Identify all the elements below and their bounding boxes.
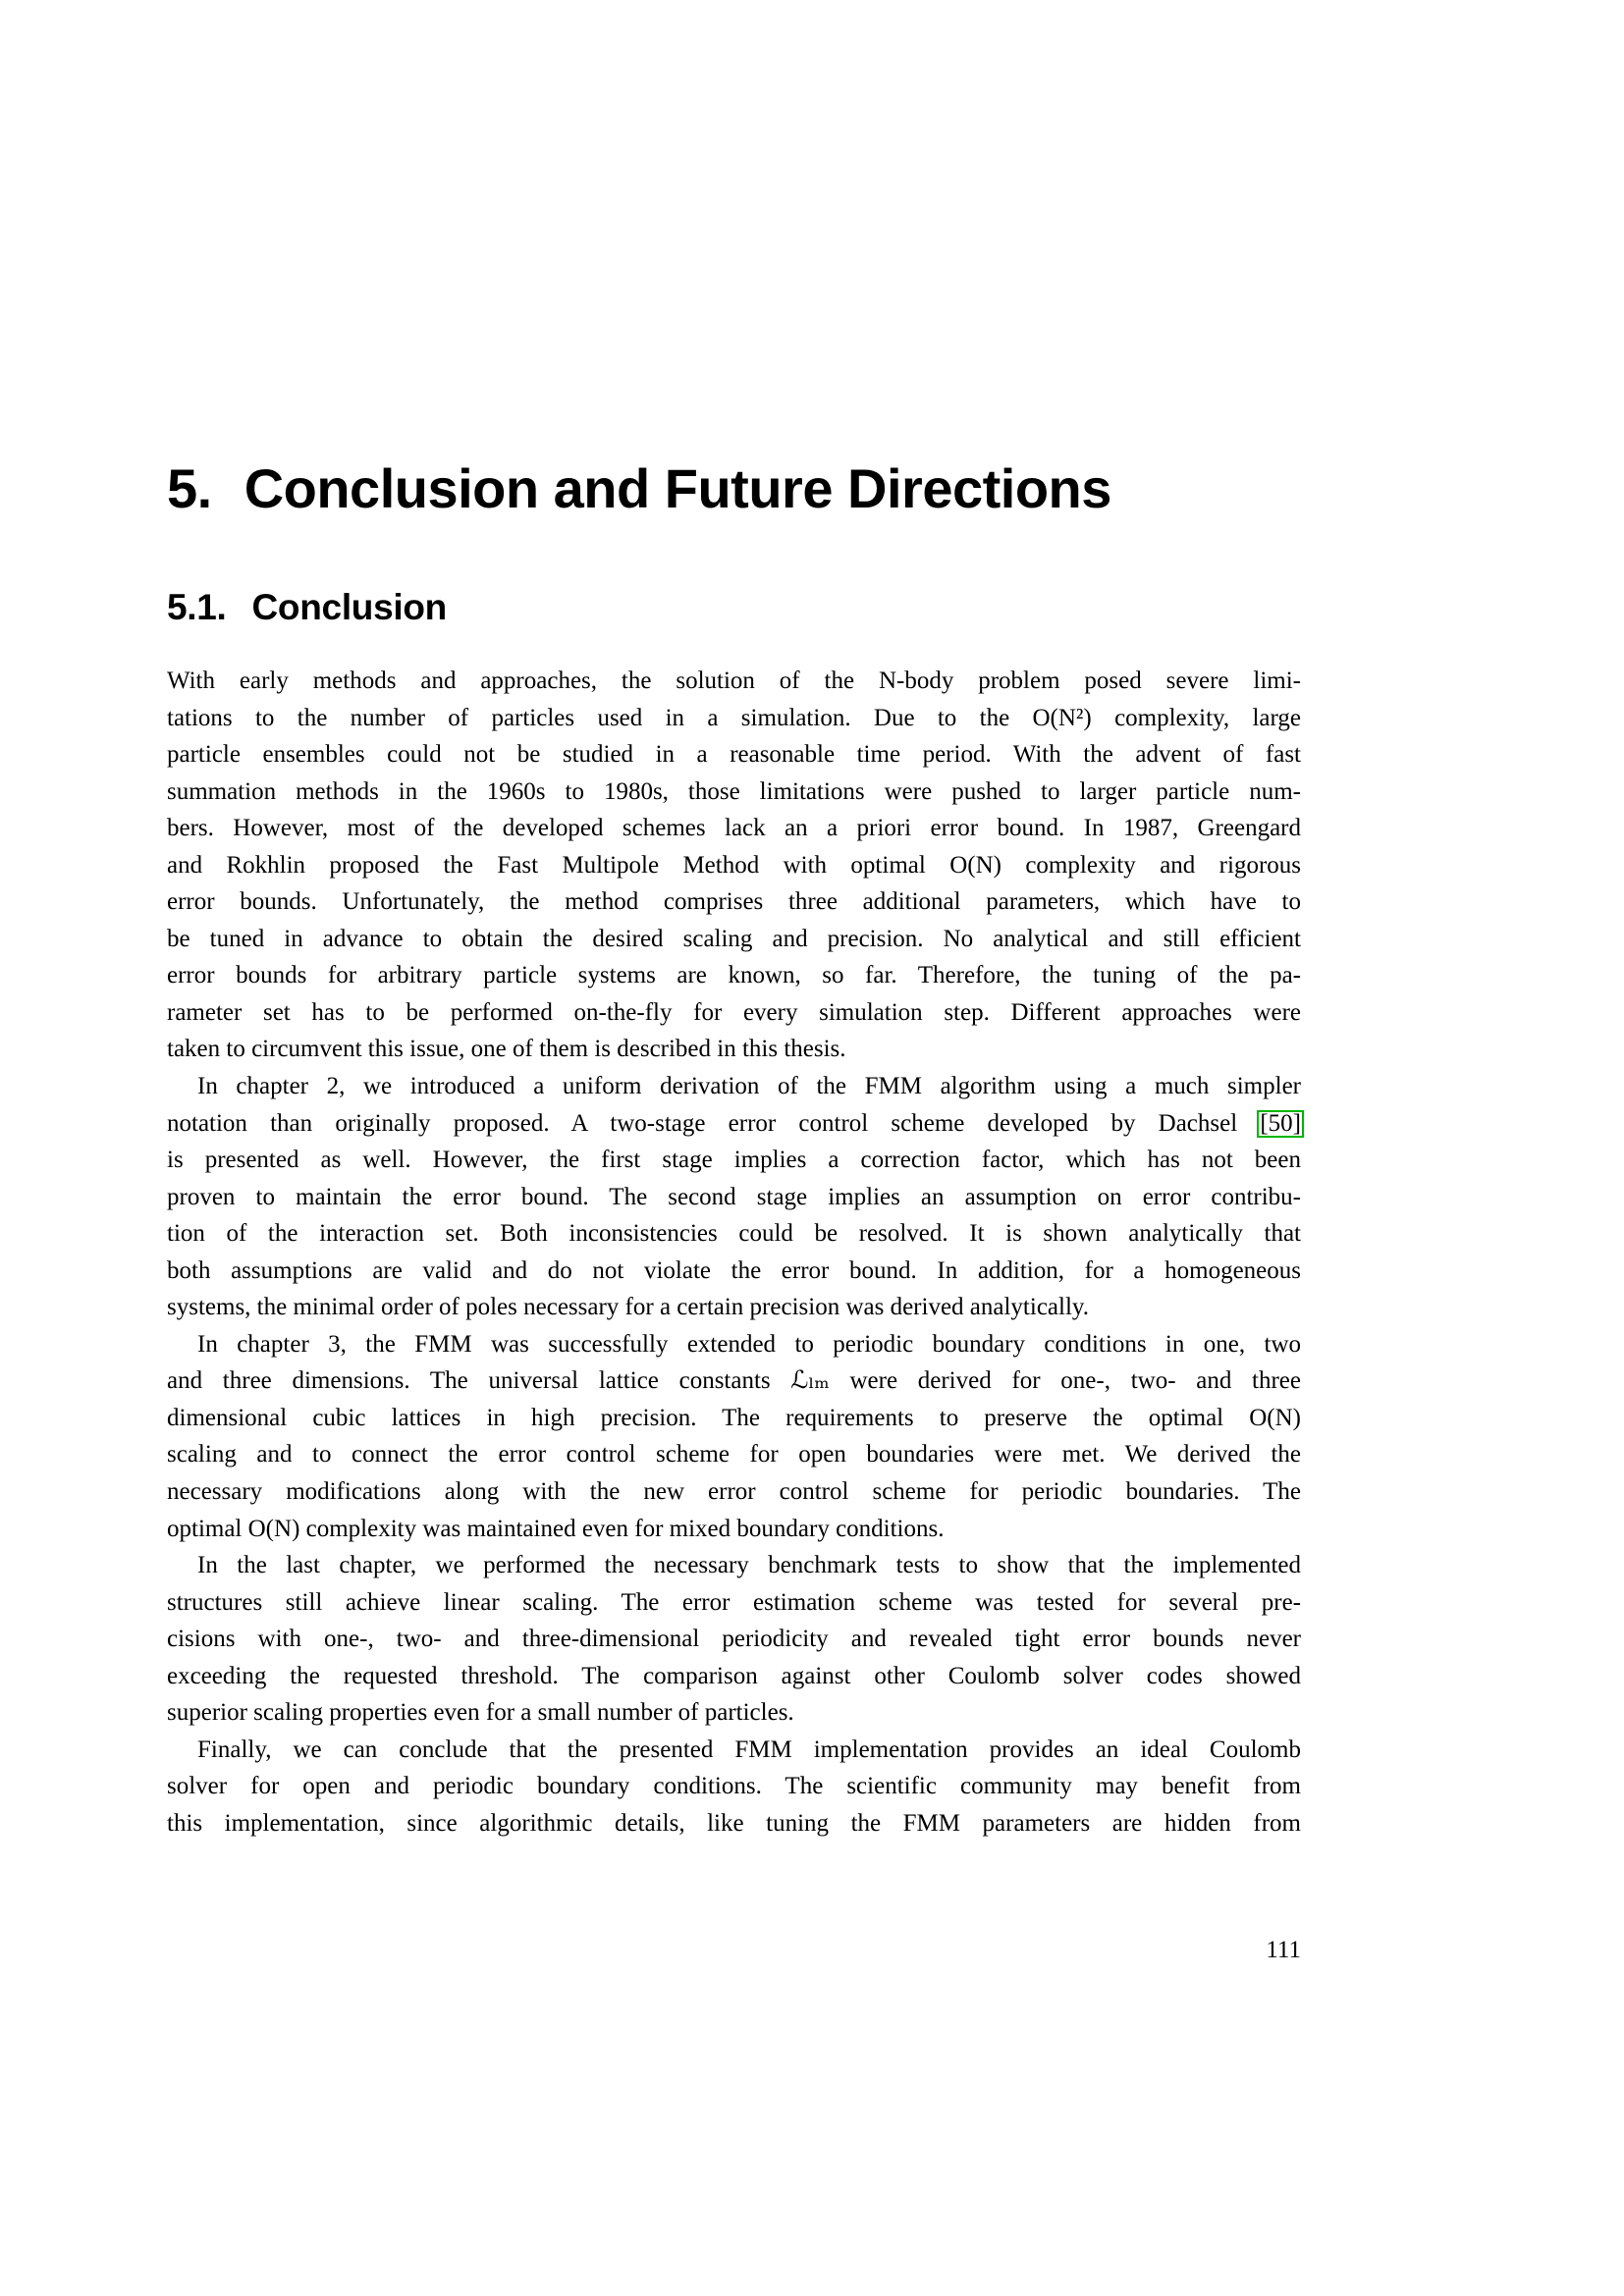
text-line: particle ensembles could not be studied in a reasonable time period. With the advent of fast: [167, 741, 1301, 769]
text-line: this implementation, since algorithmic details, like tuning the FMM parameters are hidden from: [167, 1809, 1301, 1837]
text-line: superior scaling properties even for a small number of particles.: [167, 1699, 794, 1727]
text-line: scaling and to connect the error control scheme for open boundaries were met. We derived the: [167, 1441, 1301, 1468]
text-line: In the last chapter, we performed the necessary benchmark tests to show that the implemented: [197, 1552, 1301, 1579]
text-line: systems, the minimal order of poles necessary for a certain precision was derived analytically.: [167, 1294, 1090, 1321]
body-text: [167, 663, 1301, 1842]
text-line: both assumptions are valid and do not violate the error bound. In addition, for a homogeneous: [167, 1256, 1301, 1284]
chapter-heading: [167, 457, 1443, 519]
text-line: rameter set has to be performed on-the-fly for every simulation step. Different approaches were: [167, 998, 1301, 1026]
section-title: Conclusion: [251, 587, 447, 627]
text-line: With early methods and approaches, the solution of the N-body problem posed severe limi-: [167, 667, 1301, 694]
text-line: dimensional cubic lattices in high precision. The requirements to preserve the optimal O(N): [167, 1404, 1301, 1431]
text-line: proven to maintain the error bound. The second stage implies an assumption on error contribu-: [167, 1183, 1301, 1210]
text-line: is presented as well. However, the first stage implies a correction factor, which has not been: [167, 1147, 1301, 1174]
section-heading: [167, 589, 1345, 626]
text-line: error bounds for arbitrary particle systems are known, so far. Therefore, the tuning of the pa-: [167, 962, 1301, 989]
text-line: exceeding the requested threshold. The comparison against other Coulomb solver codes showed: [167, 1662, 1301, 1689]
text-line: error bounds. Unfortunately, the method comprises three additional parameters, which have to: [167, 888, 1301, 916]
text-line: necessary modifications along with the new error control scheme for periodic boundaries. The: [167, 1478, 1301, 1506]
text-line: solver for open and periodic boundary conditions. The scientific community may benefit from: [167, 1773, 1301, 1800]
text-line: and Rokhlin proposed the Fast Multipole Method with optimal O(N) complexity and rigorous: [167, 851, 1301, 879]
text-line: cisions with one-, two- and three-dimensional periodicity and revealed tight error bounds never: [167, 1626, 1301, 1653]
citation-link[interactable]: [50]: [1257, 1110, 1304, 1138]
text-line: summation methods in the 1960s to 1980s, those limitations were pushed to larger particle num-: [167, 777, 1301, 805]
text-line: tion of the interaction set. Both inconsistencies could be resolved. It is shown analytically that: [167, 1220, 1301, 1248]
text-line: be tuned in advance to obtain the desired scaling and precision. No analytical and still efficient: [167, 925, 1301, 952]
text-line: notation than originally proposed. A two-stage error control scheme developed by Dachsel [50]: [167, 1105, 1301, 1143]
text-line: optimal O(N) complexity was maintained even for mixed boundary conditions.: [167, 1515, 945, 1542]
text-line: bers. However, most of the developed schemes lack an a priori error bound. In 1987, Greengard: [167, 815, 1301, 842]
chapter-title: Conclusion and Future Directions: [244, 457, 1111, 519]
text-line: structures still achieve linear scaling. The error estimation scheme was tested for several pre-: [167, 1588, 1301, 1616]
text-line: tations to the number of particles used in a simulation. Due to the O(N²) complexity, large: [167, 704, 1301, 731]
text-line: taken to circumvent this issue, one of them is described in this thesis.: [167, 1036, 846, 1063]
chapter-number: 5.: [167, 457, 212, 519]
text-line: and three dimensions. The universal lattice constants ℒₗₘ were derived for one-, two- and three: [167, 1367, 1301, 1395]
section-number: 5.1.: [167, 587, 227, 627]
text-line: Finally, we can conclude that the presented FMM implementation provides an ideal Coulomb: [197, 1735, 1301, 1763]
text-line: In chapter 2, we introduced a uniform derivation of the FMM algorithm using a much simpler: [197, 1073, 1301, 1100]
text-line: In chapter 3, the FMM was successfully extended to periodic boundary conditions in one, two: [197, 1330, 1301, 1358]
page-number: 111: [1266, 1937, 1301, 1963]
